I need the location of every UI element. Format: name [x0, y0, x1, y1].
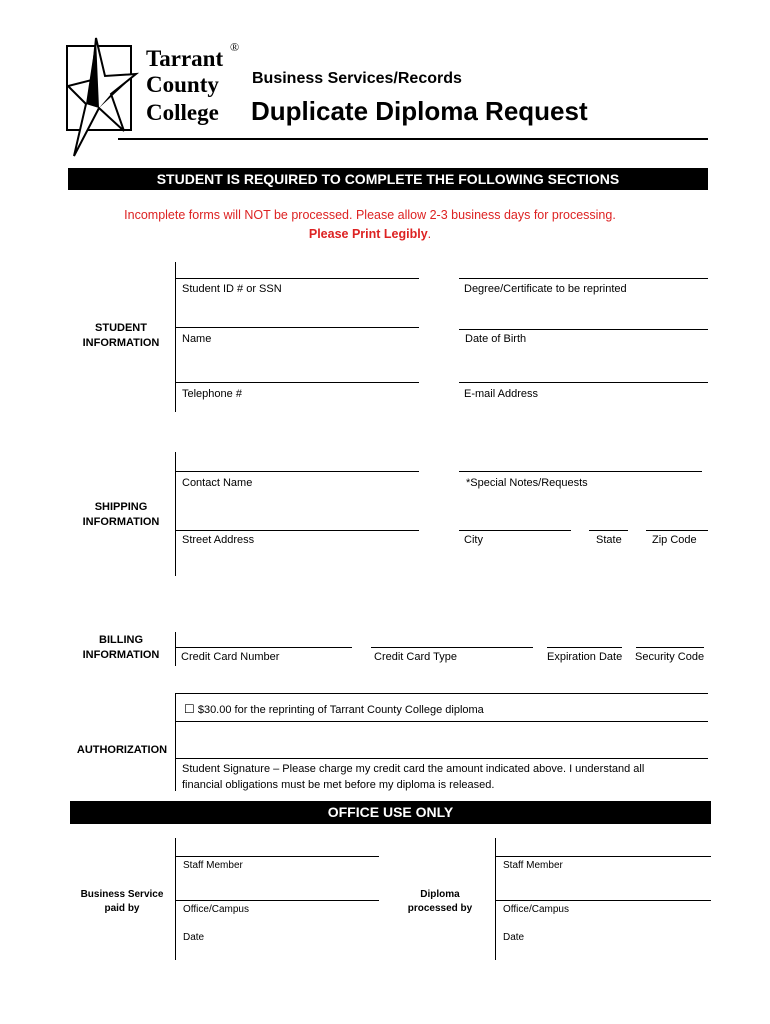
city-label: City	[464, 534, 483, 546]
student-id-label: Student ID # or SSN	[182, 283, 282, 295]
registered-mark: ®	[230, 40, 240, 54]
billing-divider	[175, 632, 176, 666]
logo-line-2: County	[146, 72, 219, 97]
dob-line	[459, 329, 708, 330]
student-section-line-2: INFORMATION	[82, 337, 160, 349]
state-line	[589, 530, 628, 531]
degree-line	[459, 278, 708, 279]
expiration-line	[547, 647, 622, 648]
student-section-line-1: STUDENT	[95, 322, 147, 334]
name-label: Name	[182, 333, 212, 345]
card-number-label: Credit Card Number	[181, 651, 280, 663]
logo-line-1: Tarrant	[146, 46, 224, 71]
security-line	[636, 647, 704, 648]
required-banner: STUDENT IS REQUIRED TO COMPLETE THE FOLLOWING SECTIONS	[68, 168, 708, 190]
right-staff-line	[496, 856, 711, 857]
card-number-line	[176, 647, 352, 648]
billing-section-line-2: INFORMATION	[82, 649, 160, 661]
office-use-banner: OFFICE USE ONLY	[70, 801, 711, 824]
card-type-line	[371, 647, 533, 648]
left-staff-line	[176, 856, 379, 857]
diploma-processed-line-1: Diploma	[420, 889, 460, 900]
college-logo	[66, 36, 246, 164]
email-line	[459, 382, 708, 383]
street-label: Street Address	[182, 534, 255, 546]
business-service-line-1: Business Service	[80, 889, 164, 900]
left-date-label: Date	[183, 932, 205, 943]
fee-checkbox-row	[184, 702, 484, 716]
notice-line-2: Please Print Legibly	[308, 227, 428, 241]
signature-line	[176, 758, 708, 759]
notes-line	[459, 471, 702, 472]
notice-line-1: Incomplete forms will NOT be processed. Please allow 2-3 business days for processing.	[124, 208, 616, 222]
signature-text-2: financial obligations must be met before my diploma is released.	[182, 779, 495, 791]
contact-label: Contact Name	[182, 477, 253, 489]
left-office-label: Office/Campus	[183, 904, 249, 915]
email-label: E-mail Address	[464, 388, 538, 400]
notice-line-2-wrap	[0, 227, 740, 241]
security-label: Security Code	[635, 651, 705, 663]
card-type-label: Credit Card Type	[374, 651, 457, 663]
page-title: Duplicate Diploma Request	[251, 96, 588, 126]
shipping-section-label	[72, 501, 170, 528]
contact-line	[176, 471, 419, 472]
shipping-section-line-1: SHIPPING	[94, 501, 148, 513]
dob-label: Date of Birth	[465, 333, 527, 345]
header-rule	[118, 138, 708, 140]
fee-line	[176, 721, 708, 722]
telephone-line	[176, 382, 419, 383]
billing-section-label	[72, 634, 170, 661]
expiration-label: Expiration Date	[547, 651, 623, 663]
authorization-divider	[175, 693, 176, 791]
authorization-top-line	[176, 693, 708, 694]
signature-text-1: Student Signature – Please charge my credit card the amount indicated above. I understand all	[182, 763, 645, 775]
business-service-line-2: paid by	[104, 903, 140, 914]
state-label: State	[596, 534, 622, 546]
telephone-label: Telephone #	[182, 388, 242, 400]
zip-line	[646, 530, 708, 531]
right-staff-label: Staff Member	[503, 860, 563, 871]
city-line	[459, 530, 571, 531]
left-office-line	[176, 900, 379, 901]
student-divider	[175, 262, 176, 412]
business-service-label	[72, 889, 172, 914]
fee-checkbox[interactable]: ☐	[184, 702, 195, 716]
notice-line-2-suffix: .	[427, 227, 432, 241]
diploma-processed-label	[390, 889, 490, 914]
authorization-section-label: AUTHORIZATION	[76, 744, 168, 756]
shipping-section-line-2: INFORMATION	[82, 516, 160, 528]
degree-label: Degree/Certificate to be reprinted	[464, 283, 627, 295]
billing-section-line-1: BILLING	[99, 634, 143, 646]
name-line	[176, 327, 419, 328]
street-line	[176, 530, 419, 531]
student-section-label	[72, 322, 170, 349]
right-date-label: Date	[503, 932, 525, 943]
fee-label: $30.00 for the reprinting of Tarrant County College diploma	[197, 704, 484, 716]
notes-label: *Special Notes/Requests	[466, 477, 588, 489]
right-office-line	[496, 900, 711, 901]
logo-line-3: College	[146, 100, 219, 125]
zip-label: Zip Code	[652, 534, 697, 546]
left-staff-label: Staff Member	[183, 860, 243, 871]
diploma-processed-line-2: processed by	[407, 903, 473, 914]
right-office-label: Office/Campus	[503, 904, 569, 915]
department-name: Business Services/Records	[252, 70, 462, 87]
student-id-line	[176, 278, 419, 279]
